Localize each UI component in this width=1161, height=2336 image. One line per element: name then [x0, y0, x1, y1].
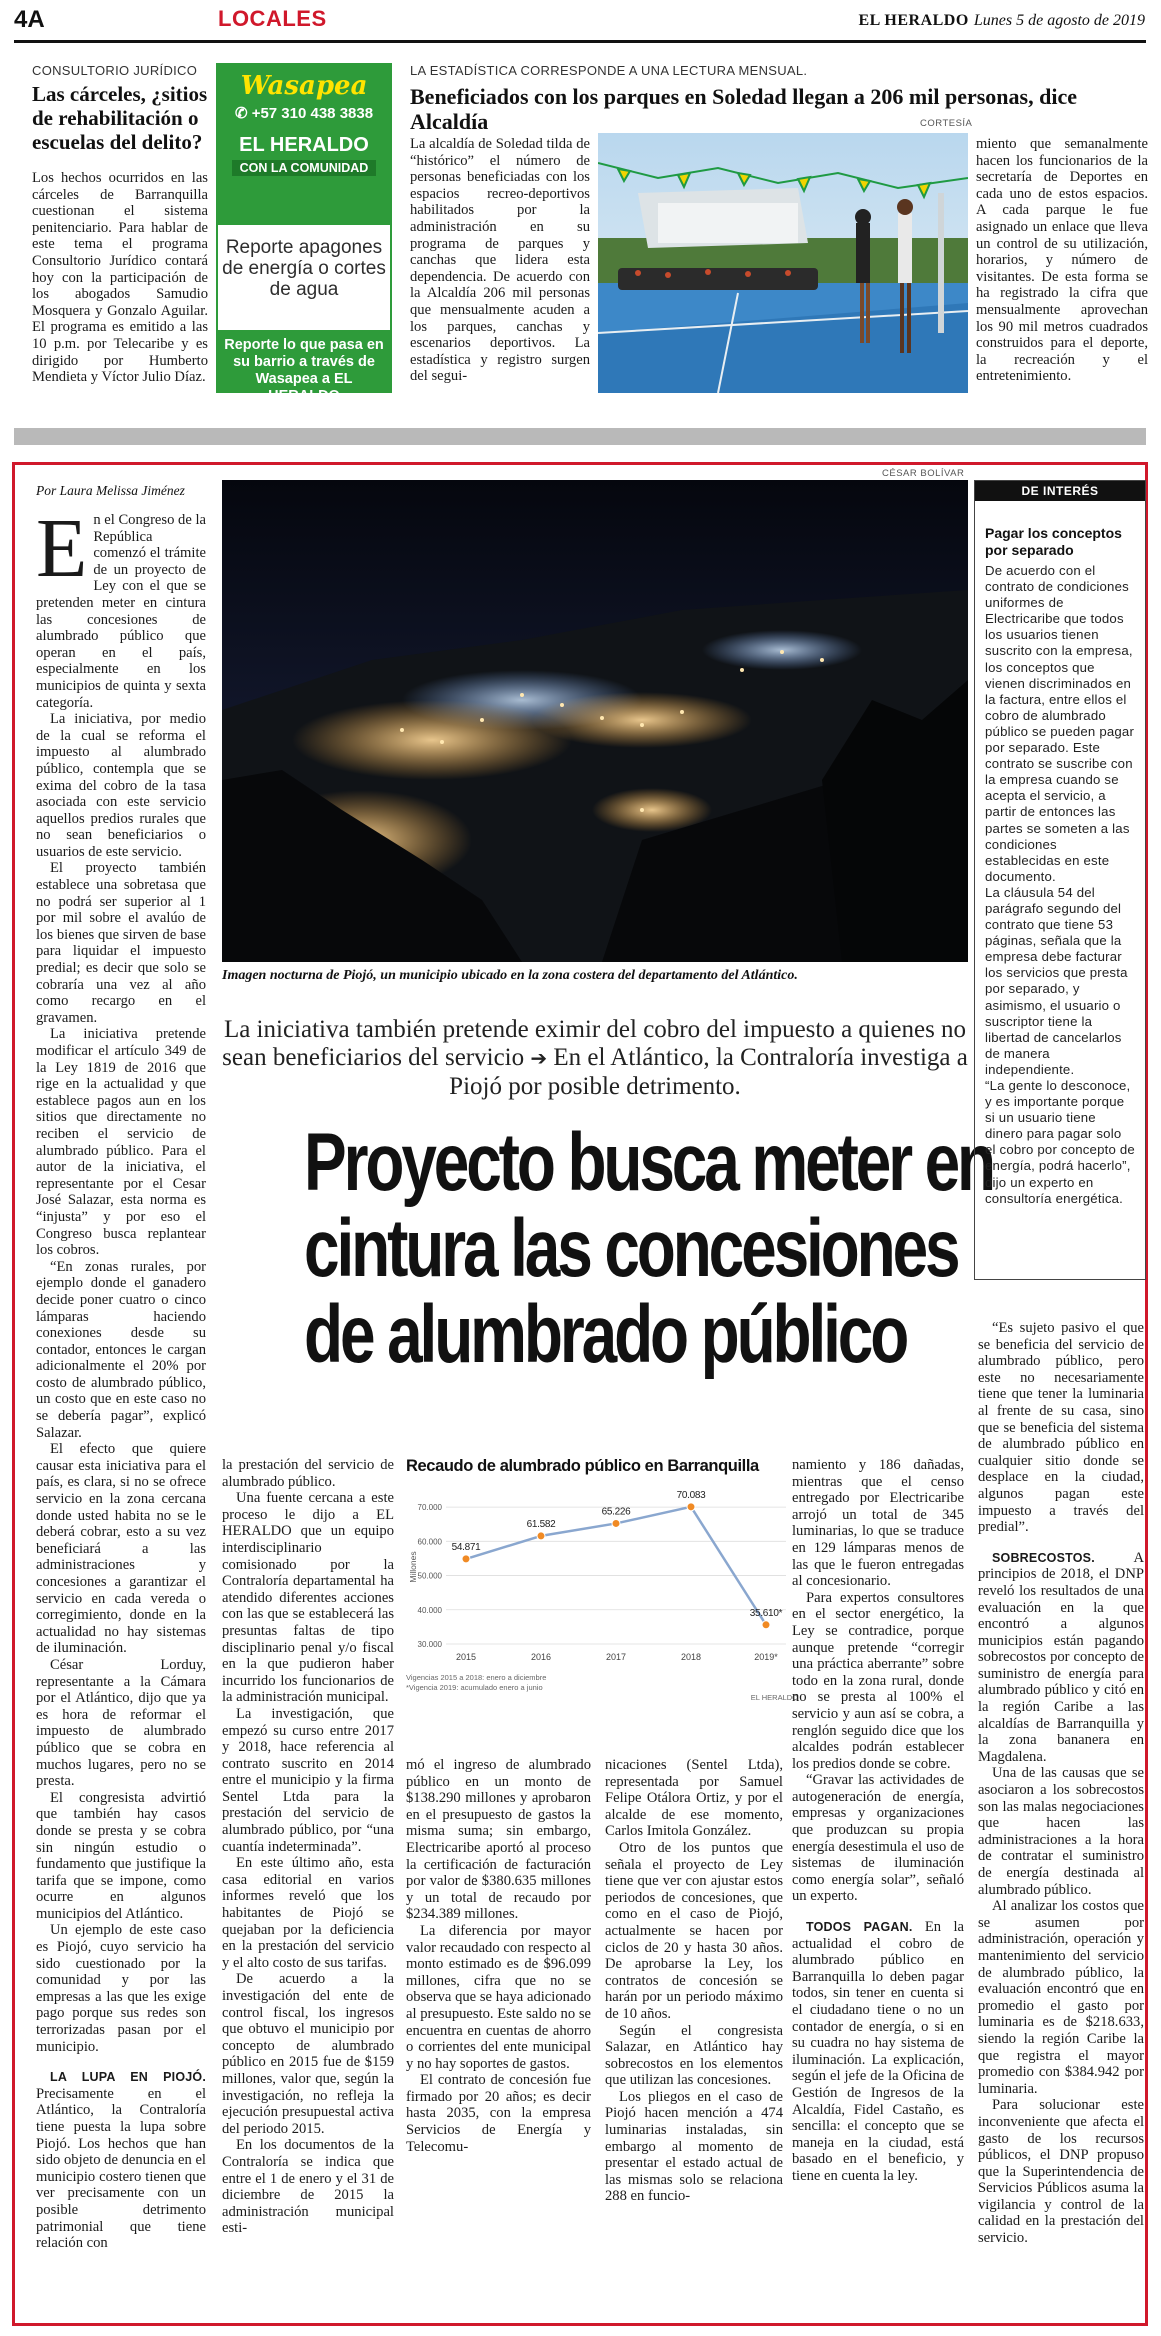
- chart-y-axis-label: Millones: [408, 1551, 418, 1583]
- consultorio-paragraph: Los hechos ocurridos en las cárceles de Barranquilla cuestionan el sistema penitenciario. Para hablar de este tema el programa Consultorio Jurídico contará hoy con la participación de los abogados Samudio Mosquera y Gonzalo Aguilar. El programa es emitido a las 10 p.m. por Telecaribe y es dirigido por Humberto Mendieta y Víctor Julio Díaz.: [32, 170, 208, 386]
- story-paragraph: La diferencia por mayor valor recaudado con respecto al monto estimado es de $96.099 millones, cifra que no se observa que se haya adicionado al presupuesto. Este saldo no se encuentra en cuentas de ahorro o corrientes del ente municipal y no hay soportes de gastos.: [406, 1922, 591, 2072]
- consultorio-body: [32, 170, 208, 386]
- main-headline: [304, 1117, 994, 1380]
- story-paragraph: Para solucionar este inconveniente que afecta el gasto de los recursos públicos, el DNP propuso que la Superintendencia de Servicios Públicos asuma la vigilancia y control de la calidad en la prestación del servicio.: [978, 2097, 1144, 2247]
- story-paragraph: [792, 1919, 964, 2185]
- subhead: SOBRECOSTOS.: [992, 1550, 1095, 1565]
- story-paragraph: Una de las causas que se asociaron a los sobrecostos son las malas negociaciones que hacen las administraciones a la hora de contratar el suministro de energía destinada al alumbrado público.: [978, 1765, 1144, 1898]
- subhead-text: En la actualidad el cobro de alumbrado público en Barranquilla lo deben pagar todos, sin tener en cuenta si el ciudadano tiene o no un contador de energía, o si en su cuadra no hay sistema de iluminación. La explicación, según el jefe de la Oficina de Gestión de Ingresos de la Alcaldía, Fidel Castaño, es sencilla: el concepto que se maneja en la ciudad, está basado en el beneficio, y tiene en cuenta la ley.: [792, 1919, 964, 2184]
- story-paragraph: “Gravar las actividades de autogeneración de energía, empresas y organizaciones que produzcan su propia energía desestimula el uso de sistemas de iluminación como energía solar”, señaló un experto.: [792, 1772, 964, 1905]
- park-photo-image: [598, 133, 968, 393]
- deck-part-1: La iniciativa también pretende eximir del cobro del impuesto a quienes no sean beneficiarios del servicio: [222, 1016, 967, 1071]
- headline-line: Proyecto busca meter en: [304, 1117, 994, 1208]
- story-paragraph: “En zonas rurales, por ejemplo donde el ganadero decide poner cuatro o cinco lámparas haciendo conexiones desde su contador, entonces le cargan adicionalmente el 20% por costo de alumbrado público, un costo que en este caso no se debería pagar”, explicó Salazar.: [36, 1258, 206, 1441]
- chart-x-tick-label: 2018: [680, 1652, 702, 1662]
- chart-y-tick-label: 30.000: [417, 1640, 442, 1649]
- chart-x-tick-label: 2015: [455, 1652, 477, 1662]
- wasapea-ad[interactable]: [216, 63, 392, 404]
- page-number: 4A: [14, 6, 45, 33]
- ad-header: [218, 65, 390, 225]
- subhead-text: Precisamente en el Atlántico, la Contraloría tiene puesta la lupa sobre Piojó. Los hechos que han sido objeto de denuncia en el municipio costero tienen que ver precisamente con un posible detrimento patrimonial que tiene relación con: [36, 2085, 206, 2252]
- chart-x-tick-label: 2016: [530, 1652, 552, 1662]
- story-paragraph: El congresista advirtió que también hay casos donde se presta y se cobra sin ningún estudio o fundamento que justifique la tarifa que se impone, como ocurre en algunos municipios del Atlántico.: [36, 1789, 206, 1922]
- story-paragraph: El proyecto también establece una sobretasa que no podrá ser superior al 1 por mil sobre el avalúo de los bienes que sirven de base para liquidar el impuesto predial; es decir que solo se cobraría una vez al año como recargo en el gravamen.: [36, 860, 206, 1026]
- ad-paper: EL HERALDO: [239, 134, 369, 156]
- story-column-4: [605, 1757, 783, 2317]
- arrow-right-icon: ➔: [530, 1048, 548, 1070]
- recaudo-chart: [406, 1457, 802, 1742]
- chart-data-point: [762, 1621, 770, 1629]
- chart-data-point: [687, 1503, 695, 1511]
- ad-call-to-action: Reporte lo que pasa en su barrio a través de Wasapea a EL HERALDO: [218, 330, 390, 391]
- issue-date: Lunes 5 de agosto de 2019: [973, 12, 1145, 29]
- story-paragraph: Un ejemplo de este caso es Piojó, cuyo servicio ha sido cuestionado por la comunidad y por las empresas a las que les exige pago porque sus redes son terrorizadas pasan por el municipio.: [36, 1922, 206, 2055]
- chart-note: Vigencias 2015 a 2018: enero a diciembre: [406, 1673, 547, 1682]
- story-paragraph: Una fuente cercana a este proceso le dijo a EL HERALDO que un equipo interdisciplinario comisionado por la Contraloría departamental ha atendido diferentes acciones con las que se establecerá las presuntas faltas de tipo disciplinario penal y/o fiscal en la que pudieron haber incurrido los funcionarios de la administración municipal.: [222, 1490, 394, 1706]
- byline: Por Laura Melissa Jiménez: [36, 483, 185, 498]
- parques-kicker: LA ESTADÍSTICA CORRESPONDE A UNA LECTURA MENSUAL.: [410, 63, 808, 78]
- chart-title: Recaudo de alumbrado público en Barranquilla: [406, 1457, 759, 1475]
- story-paragraph: César Lorduy, representante a la Cámara por el Atlántico, dijo que ya es hora de reformar el impuesto de alumbrado público que se cobra en muchos lugares, pero no se presta.: [36, 1656, 206, 1790]
- brand-name: EL HERALDO: [858, 12, 969, 29]
- park-photo: [598, 133, 968, 393]
- chart-y-tick-label: 40.000: [417, 1605, 442, 1615]
- subhead: LA LUPA EN PIOJÓ.: [50, 2070, 206, 2085]
- main-photo-credit: CÉSAR BOLÍVAR: [882, 468, 965, 479]
- ad-message: Reporte apagones de energía o cortes de agua: [222, 237, 386, 300]
- story-paragraph: Los pliegos en el caso de Piojó hacen mención a 474 luminarias instaladas, sin embargo al momento de presentar el estado actual de las mismas solo se relaciona 288 en funcio-: [605, 2088, 783, 2205]
- ad-phone-number: +57 310 438 3838: [251, 105, 374, 122]
- chart-data-label: 35.610*: [749, 1607, 783, 1619]
- parques-paragraph: miento que semanalmente hacen los funcionarios de la secretaría de Deportes en cada uno de estos espacios. A cada parque le fue asignado un enlace que lleva un control de su utilización, horarios, y número de visitantes. De esta forma se ha registrado la cifra que mensualmente aprovechan los 90 mil metros cuadrados construidos para el deporte, la recreación y el entretenimiento.: [976, 136, 1148, 385]
- header-rule: [14, 40, 1146, 43]
- chart-data-label: 70.083: [676, 1489, 706, 1501]
- story-paragraph: En los documentos de la Contraloría se indica que entre el 1 de enero y el 31 de diciembre de 2015 la administración municipal esti-: [222, 2137, 394, 2237]
- story-paragraph: Otro de los puntos que señala el proyecto de Ley tiene que ver con ajustar estos periodos de concesiones, que como en el caso de Piojó, actualmente se hacen por ciclos de 20 y hasta 30 años. De aprobarse la Ley, los contratos de concesión se harán por un periodo máximo de 10 años.: [605, 1839, 783, 2022]
- story-paragraph: El contrato de concesión fue firmado por 20 años; es decir hasta 2035, con la empresa Servicios de Energía y Telecomu-: [406, 2072, 591, 2155]
- parques-col2: [976, 136, 1148, 385]
- ad-brand: Wasapea: [240, 71, 368, 101]
- de-interes-paragraph: La cláusula 54 del parágrafo segundo del contrato que tiene 53 páginas, señala que la empresa debe facturar los servicios que presta por separado, y asimismo, el usuario o suscriptor tiene la libertad de cancelarlos de manera independiente.: [985, 884, 1128, 1077]
- story-column-3: [406, 1757, 591, 2317]
- de-interes-title: Pagar los conceptos por separado: [985, 525, 1122, 558]
- chart-plot: [406, 1476, 802, 1716]
- drop-cap: E: [36, 512, 88, 595]
- chart-data-point: [537, 1532, 545, 1540]
- section-divider: [14, 428, 1146, 445]
- story-paragraph: [978, 1550, 1144, 1766]
- lead-text: n el Congreso de la República comenzó el trámite de un proyecto de Ley con el que se pretenden meter en cintura las concesiones de alumbrado público que operan en el país, especialmente en los municipios de quinta y sexta categoría.: [36, 512, 206, 711]
- story-paragraph: nicaciones (Sentel Ltda), representada por Samuel Felipe Otálora Ortiz, y por el alcalde de ese momento, Carlos Imitola González.: [605, 1757, 783, 1840]
- de-interes-paragraph: De acuerdo con el contrato de condiciones uniformes de Electricaribe que todos los usuarios tienen suscrito con la empresa, los conceptos que vienen discriminados en la factura, entre ellos el cobro de alumbrado público se pueden pagar por separado. Este contrato se suscribe con la empresa cuando se acepta el servicio, a partir de entonces las partes se someten a las condiciones establecidas en este documento.: [985, 563, 1135, 884]
- story-deck: [222, 1016, 968, 1101]
- ad-phone: [218, 104, 390, 122]
- consultorio-headline: Las cárceles, ¿sitios de rehabilitación o escuelas del delito?: [32, 82, 208, 154]
- story-paragraph: [36, 2069, 206, 2252]
- subhead: TODOS PAGAN.: [806, 1920, 913, 1935]
- piojo-night-photo: [222, 480, 968, 962]
- chart-data-point: [612, 1519, 620, 1527]
- masthead: [858, 10, 1145, 30]
- story-paragraph: En este último año, esta casa editorial en varios informes reveló que los habitantes de Piojó se quejaban por la deficiencia en la prestación del servicio y el alto costo de sus tarifas.: [222, 1855, 394, 1971]
- de-interes-text: [985, 563, 1135, 1207]
- whatsapp-icon: ✆: [234, 105, 248, 122]
- chart-data-point: [462, 1555, 470, 1563]
- story-paragraph: La investigación, que empezó su curso entre 2017 y 2018, hace referencia al contrato suscrito en 2014 entre el municipio y la firma Sentel Ltda para la prestación del servicio de alumbrado público, por “una cuantía indeterminada”.: [222, 1705, 394, 1855]
- story-paragraph: La iniciativa pretende modificar el artículo 349 de la Ley 1819 de 2016 que rige en la actualidad y que establece pagos aun en los sitios que directamente no reciben el servicio de alumbrado público. Para el autor de la iniciativa, el representante por el Cesar José Salazar, esta norma es “injusta” y por eso el Congreso busca replantear los cobros.: [36, 1026, 206, 1259]
- chart-source: EL HERALDO: [750, 1693, 798, 1702]
- chart-data-label: 54.871: [451, 1541, 481, 1553]
- parques-col1: [410, 136, 590, 385]
- chart-y-tick-label: 50.000: [417, 1571, 442, 1581]
- deck-part-2: En el Atlántico, la Contraloría investiga a Piojó por posible detrimento.: [449, 1044, 968, 1100]
- chart-y-tick-label: 60.000: [417, 1537, 442, 1547]
- subhead-text: A principios de 2018, el DNP reveló los resultados de una evaluación en la que encontró a algunos municipios están pagando sobrecostos por concepto de suministro de energía para alumbrado público y citó en la región Caribe a las alcaldías de Barranquilla y la zona bananera en Magdalena.: [978, 1549, 1144, 1765]
- piojo-night-photo-image: [222, 480, 968, 962]
- story-paragraph: namiento y 186 dañadas, mientras que el censo entregado por Electricaribe arrojó un total de 345 luminarias, lo que se traduce en 129 lámparas menos de las que le fueron entregadas al concesionario.: [792, 1457, 964, 1590]
- parques-photo-credit: CORTESÍA: [920, 118, 973, 129]
- parques-paragraph: La alcaldía de Soledad tilda de “histórico” el número de personas beneficiadas con los espacios recreo-deportivos habilitados por la administración en su programa de parques y canchas que lidera esta dependencia. De acuerdo con la Alcaldía 206 mil personas que mensualmente acuden a los parques, canchas y escenarios deportivos. La estadística y registro surgen del segui-: [410, 136, 590, 385]
- story-column-5: [792, 1457, 964, 2317]
- story-column-2: [222, 1457, 394, 2317]
- story-paragraph: Para expertos consultores en el sector energético, la Ley se contradice, porque aunque pretende “corregir una práctica aberrante” sobre todo en la zona rural, donde no se presta al 100% el servicio y aun así se cobra, a renglón seguido dice que los alcaldes podrán establecer los predios donde se cobre.: [792, 1589, 964, 1772]
- de-interes-box: [974, 480, 1146, 1280]
- story-paragraph: la prestación del servicio de alumbrado público.: [222, 1457, 394, 1490]
- headline-line: cintura las concesiones: [304, 1203, 958, 1294]
- story-paragraph: Según el congresista Salazar, en Atlántico hay sobrecostos en los elementos que utilizan las concesiones.: [605, 2022, 783, 2089]
- story-column-6: [978, 1320, 1144, 2320]
- chart-note: *Vigencia 2019: acumulado enero a junio: [406, 1683, 543, 1692]
- story-paragraph: Al analizar los costos que se asumen por administración, operación y mantenimiento del servicio de alumbrado público, la evaluación encontró que en promedio el gasto por luminaria es de $218.633, siendo la región Caribe la que registra el mayor promedio con $384.942 por luminaria.: [978, 1898, 1144, 2097]
- parques-headline: Beneficiados con los parques en Soledad llegan a 206 mil personas, dice Alcaldía: [410, 84, 1077, 134]
- chart-y-tick-label: 70.000: [417, 1503, 442, 1513]
- story-paragraph: De acuerdo a la investigación del ente de control fiscal, los ingresos que obtuvo el municipio por concepto de alumbrado público en 2015 fue de $159 millones, valor que, según la investigación, no refleja la ejecución presupuestal activa del periodo 2015.: [222, 1971, 394, 2137]
- section-title: LOCALES: [218, 6, 327, 31]
- de-interes-paragraph: “La gente lo desconoce, y es importante porque si un usuario tiene dinero para pagar solo el cobro por concepto de energía, podrá hacerlo”, dijo un experto en consultoría energética.: [985, 1078, 1135, 1206]
- chart-x-tick-label: 2017: [605, 1652, 627, 1662]
- story-paragraph: La iniciativa, por medio de la cual se reforma el impuesto al alumbrado público, contempla que se exima del cobro de la tasa asociada con este servicio aquellos predios rurales que no sean beneficiarios o usuarios de este servicio.: [36, 711, 206, 860]
- story-paragraph: “Es sujeto pasivo el que se beneficia del servicio de alumbrado público, pero este no necesariamente tiene que tener la luminaria al frente de su casa, sino que se beneficia del sistema de alumbrado público en cualquier sitio donde se desplace en la ciudad, algunos pagan este impuesto a través del predial”.: [978, 1320, 1144, 1536]
- story-column-1: [36, 512, 206, 2317]
- chart-data-label: 65.226: [601, 1506, 631, 1518]
- ad-tagline: CON LA COMUNIDAD: [232, 160, 377, 176]
- chart-x-tick-label: 2019*: [754, 1652, 778, 1662]
- de-interes-tag: DE INTERÉS: [975, 481, 1145, 501]
- consultorio-kicker: CONSULTORIO JURÍDICO: [32, 63, 198, 78]
- chart-data-label: 61.582: [526, 1518, 556, 1530]
- photo-caption: Imagen nocturna de Piojó, un municipio ubicado en la zona costera del departamento del Atlántico.: [222, 968, 798, 983]
- headline-line: de alumbrado público: [304, 1289, 907, 1380]
- story-paragraph: mó el ingreso de alumbrado público en un monto de $138.290 millones y aprobaron en el presupuesto de gastos la misma suma; sin embargo, Electricaribe aportó al proceso la certificación de facturación por valor de $380.635 millones y un total de recaudo por $234.389 millones.: [406, 1757, 591, 1923]
- lead-paragraph: [36, 512, 206, 711]
- story-paragraph: El efecto que quiere causar esta iniciativa para el país, es clara, si no se ofrece servicio en la zona cercana donde usted habita no se le deberá cobrar, esto a su vez beneficiará a las administraciones y concesiones a garantizar el servicio en cada vereda o corregimiento, donde en la actualidad no hay sistemas de iluminación.: [36, 1441, 206, 1657]
